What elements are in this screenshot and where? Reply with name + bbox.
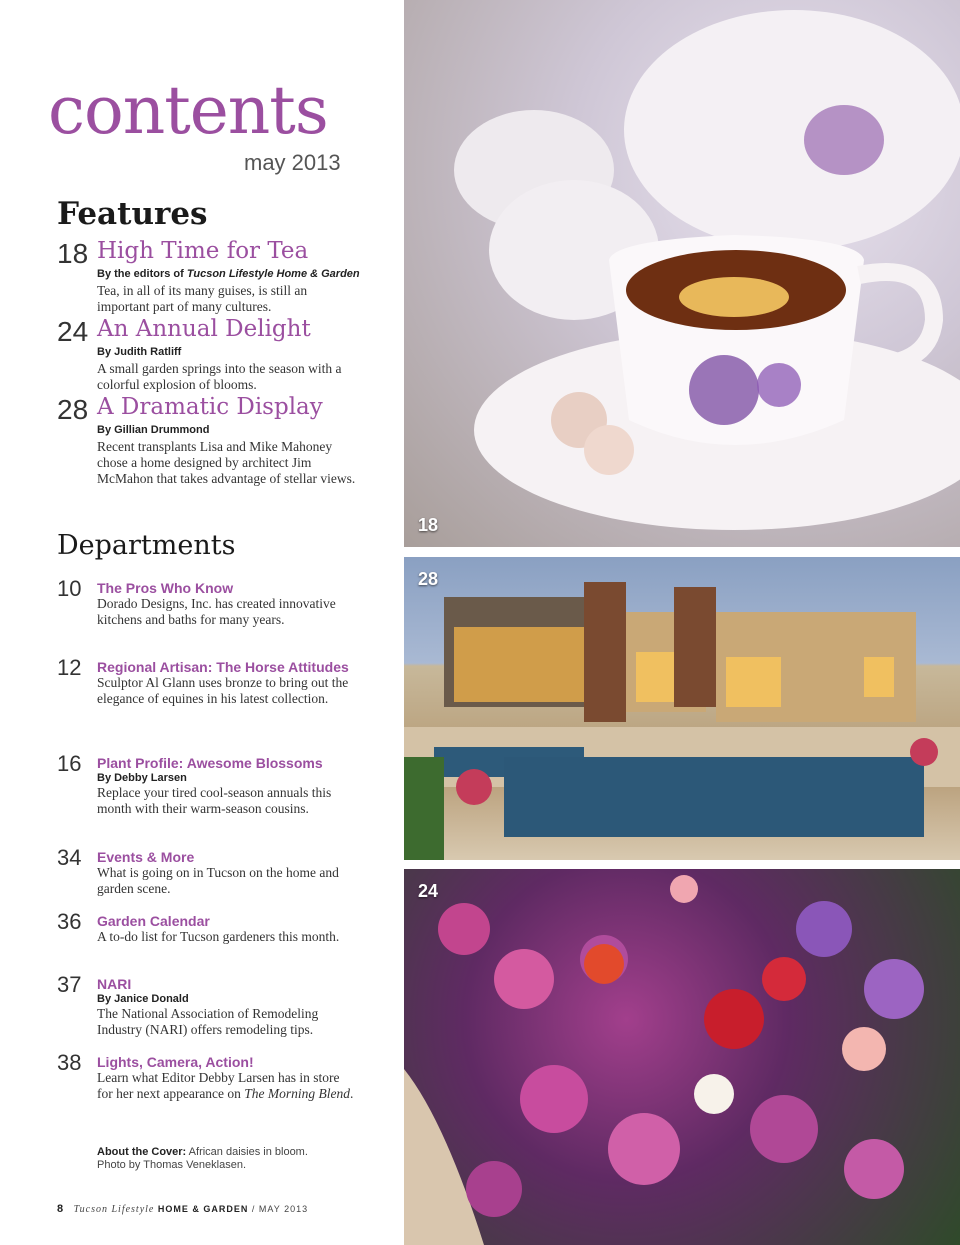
feature-page-number: 24 <box>57 316 89 347</box>
page-number: 8 <box>57 1203 65 1215</box>
department-description: The National Association of Remodeling Industry (NARI) offers remodeling tips. <box>97 1006 319 1037</box>
features-heading: Features <box>57 196 208 232</box>
footer-issue: MAY 2013 <box>258 1204 309 1214</box>
contents-column <box>0 0 400 1245</box>
house-illustration <box>404 557 960 860</box>
feature-description: Recent transplants Lisa and Mike Mahoney chose a home designed by architect Jim McMahon that takes advantage of stellar views. <box>97 439 356 486</box>
photo-page-label: 24 <box>418 881 439 901</box>
feature-page-number: 18 <box>57 238 89 269</box>
feature-byline: By the editors of Tucson Lifestyle Home & Garden <box>97 268 360 280</box>
photo-column <box>404 0 960 1245</box>
feature-page-number: 28 <box>57 394 89 425</box>
department-page-number: 36 <box>57 909 82 934</box>
feature-title[interactable]: An Annual Delight <box>97 316 311 342</box>
department-description: A to-do list for Tucson gardeners this month. <box>97 929 340 944</box>
feature-title[interactable]: High Time for Tea <box>97 238 309 264</box>
department-page-number: 10 <box>57 576 82 601</box>
department-title[interactable]: Plant Profile: Awesome Blossoms <box>97 755 323 771</box>
feature-byline: By Gillian Drummond <box>97 424 210 436</box>
feature-description: Tea, in all of its many guises, is still an important part of many cultures. <box>97 283 308 314</box>
department-byline: By Janice Donald <box>97 993 189 1005</box>
department-title[interactable]: The Pros Who Know <box>97 580 234 596</box>
department-description: Sculptor Al Glann uses bronze to bring out the elegance of equines in his latest collection. <box>97 675 349 706</box>
house-photo[interactable] <box>404 557 960 860</box>
photo-page-label: 18 <box>418 515 439 535</box>
department-description: Replace your tired cool-season annuals this month with their warm-season cousins. <box>97 785 332 816</box>
department-page-number: 38 <box>57 1050 82 1075</box>
department-title[interactable]: Events & More <box>97 849 195 865</box>
cover-note: About the Cover: African daisies in bloom. Photo by Thomas Veneklasen. <box>97 1146 308 1171</box>
department-page-number: 34 <box>57 845 82 870</box>
department-title[interactable]: NARI <box>97 976 132 992</box>
photo-page-label: 28 <box>418 569 439 589</box>
issue-date: may 2013 <box>244 150 341 175</box>
flowers-illustration <box>404 869 960 1245</box>
department-page-number: 12 <box>57 655 82 680</box>
department-title[interactable]: Regional Artisan: The Horse Attitudes <box>97 659 349 675</box>
departments-heading: Departments <box>57 530 236 561</box>
flowers-photo[interactable] <box>404 869 960 1245</box>
magazine-section: HOME & GARDEN <box>157 1204 249 1214</box>
page-footer: 8 Tucson Lifestyle HOME & GARDEN / MAY 2013 <box>57 1203 309 1215</box>
page-title: contents <box>48 72 328 149</box>
department-page-number: 16 <box>57 751 82 776</box>
tea-illustration <box>404 0 960 547</box>
magazine-brand: Tucson Lifestyle <box>73 1204 155 1215</box>
department-description: Learn what Editor Debby Larsen has in store for her next appearance on The Morning Blend. <box>97 1070 354 1101</box>
feature-byline: By Judith Ratliff <box>97 346 182 358</box>
department-byline: By Debby Larsen <box>97 772 187 784</box>
department-title[interactable]: Garden Calendar <box>97 913 210 929</box>
feature-title[interactable]: A Dramatic Display <box>97 394 323 420</box>
department-description: Dorado Designs, Inc. has created innovative kitchens and baths for many years. <box>97 596 336 627</box>
department-page-number: 37 <box>57 972 82 997</box>
department-title[interactable]: Lights, Camera, Action! <box>97 1054 254 1070</box>
department-description: What is going on in Tucson on the home and garden scene. <box>97 865 339 896</box>
tea-photo[interactable] <box>404 0 960 547</box>
feature-description: A small garden springs into the season with a colorful explosion of blooms. <box>97 361 342 392</box>
